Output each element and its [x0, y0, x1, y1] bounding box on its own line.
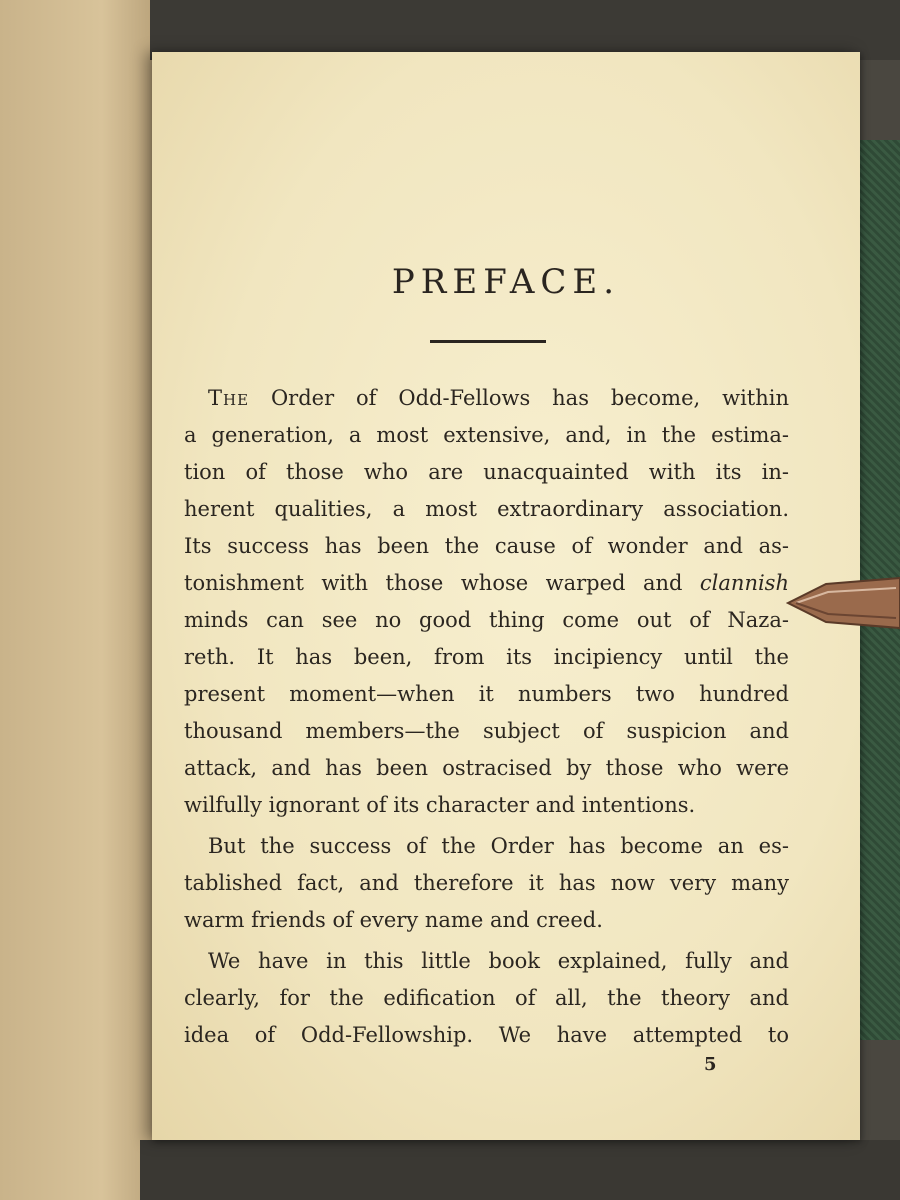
text-line: minds can see no good thing come out of Naza- [184, 608, 789, 632]
text-line: a generation, a most extensive, and, in the estima- [184, 423, 789, 447]
drop-word: The [208, 386, 250, 410]
text-line: present moment—when it numbers two hundred [184, 682, 789, 706]
text-line: tablished fact, and therefore it has now very many [184, 871, 789, 895]
text-line: Its success has been the cause of wonder and as- [184, 534, 789, 558]
text-line: attack, and has been ostracised by those who were [184, 756, 789, 780]
metal-bookmark-icon [786, 570, 900, 636]
text-line [184, 380, 789, 417]
text-line: herent qualities, a most extraordinary association. [184, 497, 789, 521]
page-number: 5 [704, 1054, 717, 1075]
text-line: wilfully ignorant of its character and intentions. [184, 793, 696, 817]
facing-page [0, 0, 170, 1200]
book-page [152, 52, 860, 1140]
background-top [150, 0, 900, 60]
text-line: reth. It has been, from its incipiency until the [184, 645, 789, 669]
text-line: But the success of the Order has become an es- [208, 834, 789, 858]
page-heading: PREFACE. [391, 262, 621, 302]
background-bottom [140, 1140, 900, 1200]
text-line: warm friends of every name and creed. [184, 908, 603, 932]
text-line: idea of Odd-Fellowship. We have attempted to [184, 1023, 789, 1047]
text-line: clearly, for the edification of all, the theory and [184, 986, 789, 1010]
text-line: thousand members—the subject of suspicion and [184, 719, 789, 743]
italic-word: clannish [699, 571, 789, 595]
text-line: We have in this little book explained, fully and [208, 949, 789, 973]
body-text [184, 380, 789, 1054]
line-text: Order of Odd-Fellows has become, within [249, 386, 789, 410]
text-line: tion of those who are unacquainted with its in- [184, 460, 789, 484]
text-line [184, 565, 789, 602]
line-text: tonishment with those whose warped and [184, 571, 700, 595]
heading-rule [430, 340, 546, 343]
